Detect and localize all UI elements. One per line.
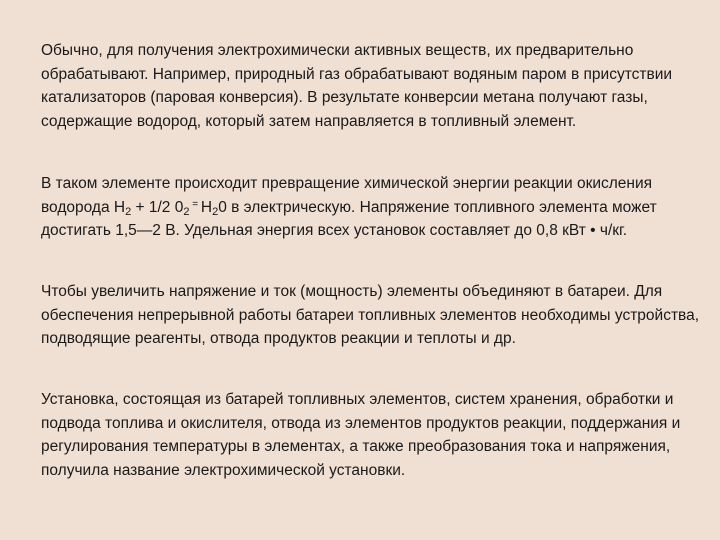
reaction-product: Н xyxy=(200,198,213,216)
reaction-text-before: В таком элементе происходит превращение химической энергии реакции окисления водорода Н xyxy=(41,175,653,216)
subscript-o2: 2 xyxy=(183,205,190,218)
equals-sign: = xyxy=(189,198,201,210)
subscript-h2: 2 xyxy=(125,205,132,218)
reaction-text-mid: + 1/2 0 xyxy=(131,198,184,216)
reaction-text-after: 0 в электрическую. Напряжение топливного элемента может достигать 1,5—2 В. Удельная энергия всех установок составляет до 0,8 кВт • ч/кг. xyxy=(41,198,657,239)
subscript-h2o: 2 xyxy=(212,205,219,218)
paragraph-conversion: Обычно, для получения электрохимически активных веществ, их предварительно обрабатывают. Например, природный газ обрабатывают водяным паром в присутствии катализаторов (паровая конверсия). В результате конверсии метана получают газы, содержащие водород, который затем направляется в топливный элемент. xyxy=(41,42,673,130)
paragraph-electrochemical-installation: Установка, состоящая из батарей топливных элементов, систем хранения, обработки и подвода топлива и окислителя, отвода из элементов продуктов реакции, поддержания и регулирования температуры в элементах, а также преобразования тока и напряжения, получила название электрохимической установки. xyxy=(41,391,681,479)
paragraph-fuel-cell-reaction xyxy=(41,172,701,243)
paragraph-batteries: Чтобы увеличить напряжение и ток (мощность) элементы объединяют в батареи. Для обеспечения непрерывной работы батареи топливных элементов необходимы устройства, подводящие реагенты, отвода продуктов реакции и теплоты и др. xyxy=(41,283,700,347)
